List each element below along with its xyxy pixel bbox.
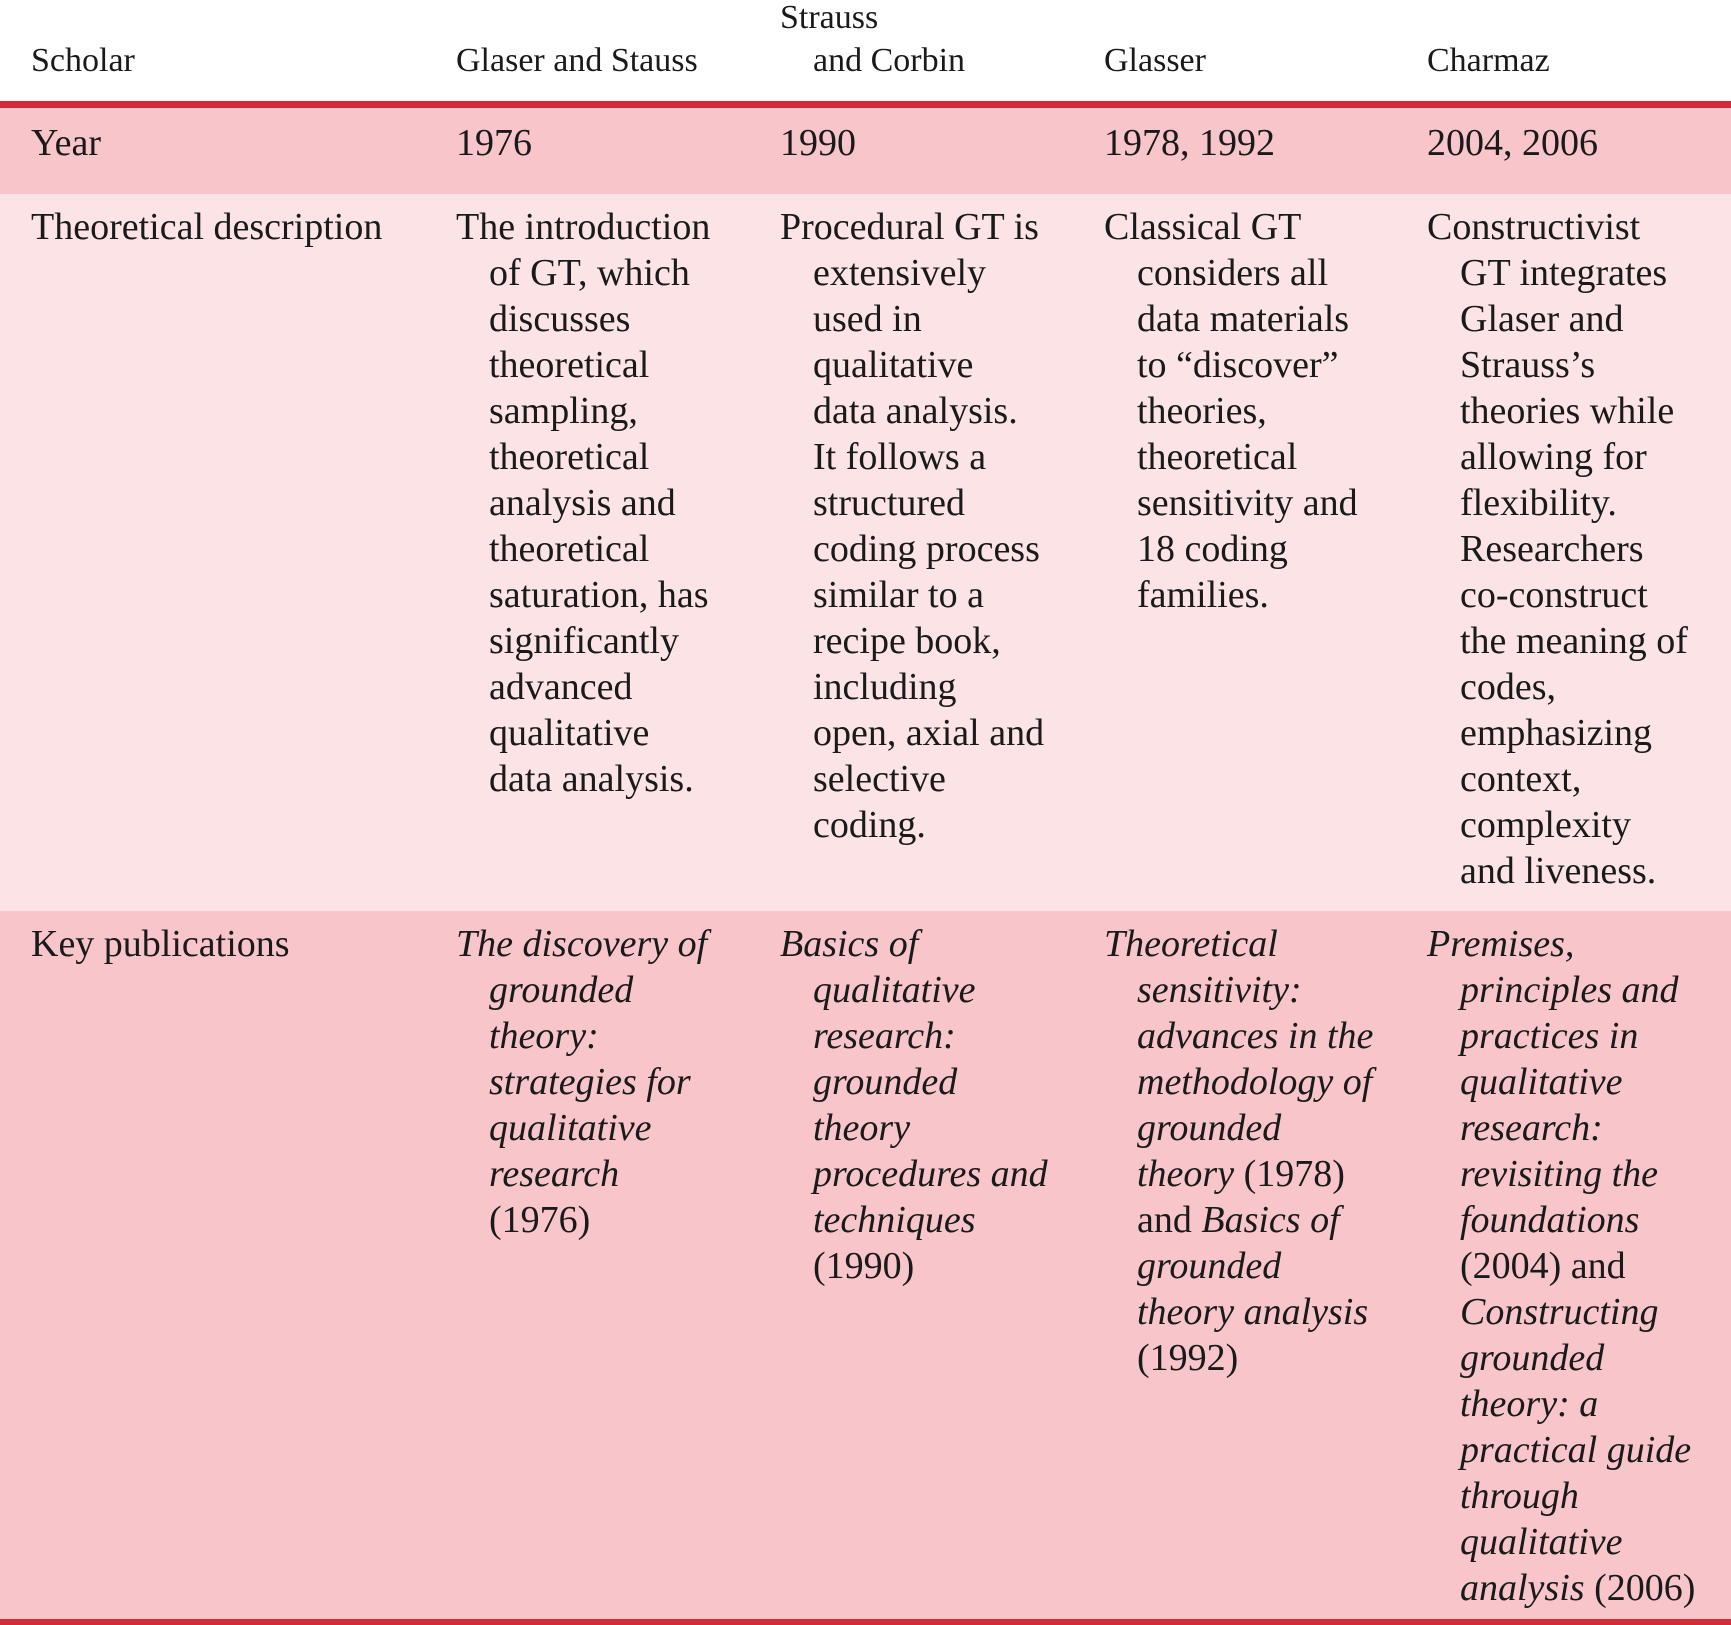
row-label-year: Year <box>31 122 102 164</box>
table-row-year <box>0 108 1731 194</box>
header-scholar: Scholar <box>31 42 135 79</box>
pub-title: Theoretical sensitivity: advances in the methodology of grounded theory <box>1104 923 1374 1195</box>
year-charmaz: 2004, 2006 <box>1427 122 1598 164</box>
year-strauss-and-corbin: 1990 <box>780 122 856 164</box>
pub-year: (1978) <box>1243 1153 1345 1195</box>
header-glaser-and-stauss: Glaser and Stauss <box>456 42 698 79</box>
pub-year: (1990) <box>813 1245 915 1287</box>
bottom-rule <box>0 1619 1731 1625</box>
theory-glasser: Classical GT considers all data materials to “discover” theories, theoretical sensitivity and 18 coding families. <box>1104 206 1358 616</box>
pub-title: Basics of grounded theory analysis <box>1137 1199 1369 1333</box>
table-row-key-publications <box>0 911 1731 1620</box>
table-header-row <box>0 0 1731 102</box>
pub-connector: and <box>1137 1199 1192 1241</box>
theory-charmaz: Constructivist GT integrates Glaser and Strauss’s theories while allowing for flexibility. Researchers co-construct the meaning of codes, emphasizing context, complexity and liveness. <box>1427 206 1688 892</box>
pub-title: The discovery of grounded theory: strategies for qualitative research <box>456 923 708 1195</box>
pub-title: Constructing grounded theory: a practical guide through qualitative analysis <box>1460 1291 1692 1609</box>
pub-year: (1992) <box>1137 1337 1239 1379</box>
header-strauss-and-corbin: Strauss and Corbin <box>780 0 966 79</box>
pub-title: Premises, principles and practices in qualitative research: revisiting the foundations <box>1427 923 1679 1241</box>
table-row-theoretical-description <box>0 194 1731 911</box>
header-rule <box>0 101 1731 108</box>
pubs-glasser <box>1104 921 1404 1381</box>
pub-title: Basics of qualitative research: grounded theory procedures and techniques <box>780 923 1048 1241</box>
theory-strauss-and-corbin: Procedural GT is extensively used in qualitative data analysis. It follows a structured coding process similar to a recipe book, including open, axial and selective coding. <box>780 206 1045 846</box>
theory-glaser-and-stauss: The introduction of GT, which discusses theoretical sampling, theoretical analysis and theoretical saturation, has significantly advanced qualitative data analysis. <box>456 206 711 800</box>
header-charmaz: Charmaz <box>1427 42 1550 79</box>
pubs-glaser-and-stauss <box>456 921 756 1243</box>
pubs-charmaz <box>1427 921 1727 1611</box>
pubs-strauss-and-corbin <box>780 921 1080 1289</box>
row-label-theoretical-description: Theoretical description <box>31 206 383 248</box>
pub-year: (2006) <box>1594 1567 1696 1609</box>
year-glasser: 1978, 1992 <box>1104 122 1275 164</box>
pub-year: (2004) and <box>1460 1245 1626 1287</box>
year-glaser-and-stauss: 1976 <box>456 122 532 164</box>
header-glasser: Glasser <box>1104 42 1206 79</box>
row-label-key-publications: Key publications <box>31 923 290 965</box>
pub-year: (1976) <box>489 1199 591 1241</box>
